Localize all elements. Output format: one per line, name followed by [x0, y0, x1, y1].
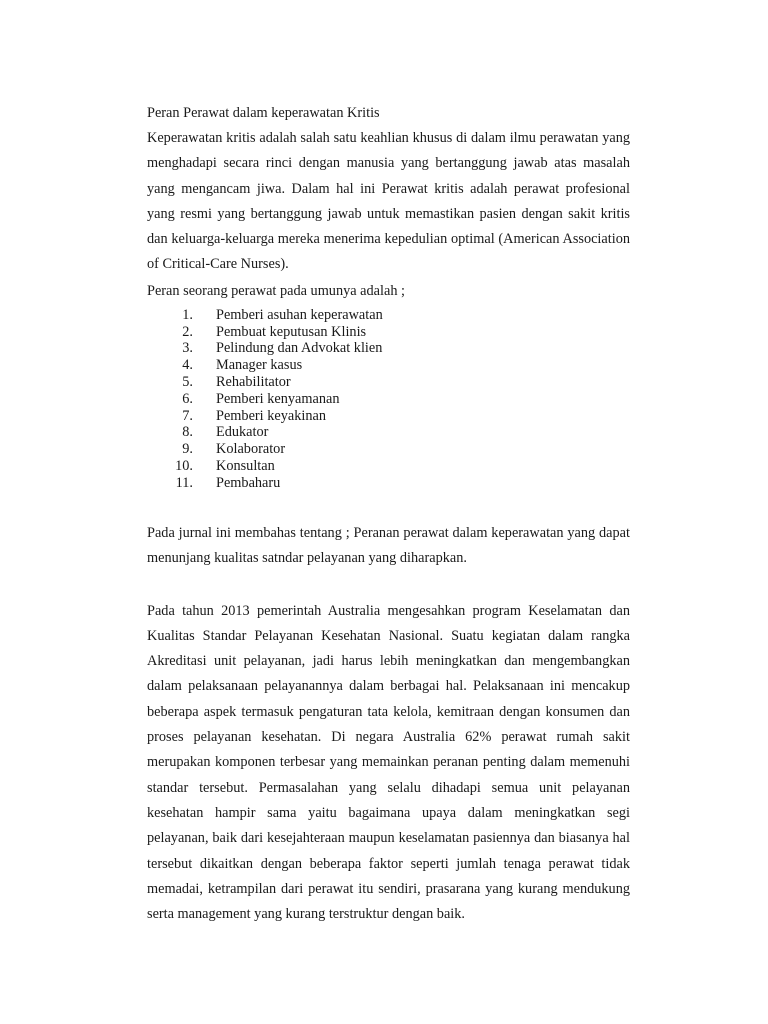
- document-title: Peran Perawat dalam keperawatan Kritis: [147, 105, 380, 121]
- document-page: [147, 100, 630, 927]
- list-item-label: Pemberi asuhan keperawatan: [216, 306, 383, 323]
- roles-intro: Peran seorang perawat pada umunya adalah ;: [147, 282, 406, 299]
- list-item-number: 4.: [182, 357, 193, 374]
- list-item-label: Rehabilitator: [216, 373, 291, 390]
- list-item-number: 5.: [182, 373, 193, 390]
- spacer: [147, 572, 630, 599]
- list-item-number: 1.: [182, 306, 193, 323]
- list-item: [147, 391, 630, 408]
- list-item-number: 10.: [175, 457, 193, 474]
- list-item-label: Manager kasus: [216, 357, 303, 374]
- list-item-label: Konsultan: [216, 457, 275, 474]
- list-item-label: Pemberi keyakinan: [216, 407, 326, 424]
- australia-paragraph: Pada tahun 2013 pemerintah Australia mengesahkan program Keselamatan dan Kualitas Standar Pelayanan Kesehatan Nasional. Suatu kegiatan dalam rangka Akreditasi unit pelayanan, jadi harus lebih meningkatkan dan mengembangkan dalam pelaksanaan pelayanannya dalam berbagai hal. Pelaksanaan ini mencakup beberapa aspek termasuk pengaturan tata kelola, kemitraan dengan konsumen dan proses pelayanan kesehatan. Di negara Australia 62% perawat rumah sakit merupakan komponen terbesar yang memainkan peranan penting dalam memenuhi standar tersebut. Permasalahan yang selalu dihadapi semua unit pelayanan kesehatan hampir sama yaitu bagaimana upaya dalam meningkatkan segi pelayanan, baik dari kesejahteraan maupun keselamatan pasiennya dan biasanya hal tersebut dikaitkan dengan beberapa faktor seperti jumlah tenaga perawat tidak memadai, ketrampilan dari perawat itu sendiri, prasarana yang kurang mendukung serta management yang kurang terstruktur dengan baik.: [147, 602, 630, 923]
- list-item: [147, 374, 630, 391]
- list-item-number: 6.: [182, 390, 193, 407]
- list-item-label: Pembaharu: [216, 474, 281, 491]
- list-item: [147, 475, 630, 492]
- list-item-number: 2.: [182, 323, 193, 340]
- list-item-number: 7.: [182, 407, 193, 424]
- list-item: [147, 424, 630, 441]
- list-item: [147, 324, 630, 341]
- list-item-label: Edukator: [216, 424, 269, 441]
- list-item: [147, 441, 630, 458]
- list-item-number: 9.: [182, 441, 193, 458]
- intro-paragraph: Keperawatan kritis adalah salah satu keahlian khusus di dalam ilmu perawatan yang menghadapi secara rinci dengan manusia yang bertanggung jawab atas masalah yang mengancam jiwa. Dalam hal ini Perawat kritis adalah perawat profesional yang resmi yang bertanggung jawab untuk memastikan pasien dengan sakit kritis dan keluarga-keluarga mereka menerima kepedulian optimal (American Association of Critical-Care Nurses).: [147, 130, 630, 273]
- list-item-label: Pembuat keputusan Klinis: [216, 323, 367, 340]
- list-item-number: 11.: [175, 474, 193, 491]
- list-item: [147, 307, 630, 324]
- list-item-number: 8.: [182, 424, 193, 441]
- journal-paragraph: Pada jurnal ini membahas tentang ; Peranan perawat dalam keperawatan yang dapat menunjang kualitas satndar pelayanan yang diharapkan.: [147, 524, 630, 567]
- list-item-label: Pelindung dan Advokat klien: [216, 340, 383, 357]
- list-item: [147, 458, 630, 475]
- list-item-number: 3.: [182, 340, 193, 357]
- spacer: [147, 492, 630, 521]
- list-item-label: Pemberi kenyamanan: [216, 390, 340, 407]
- roles-list: [147, 307, 630, 492]
- list-item: [147, 357, 630, 374]
- list-item-label: Kolaborator: [216, 441, 286, 458]
- list-item: [147, 408, 630, 425]
- list-item: [147, 340, 630, 357]
